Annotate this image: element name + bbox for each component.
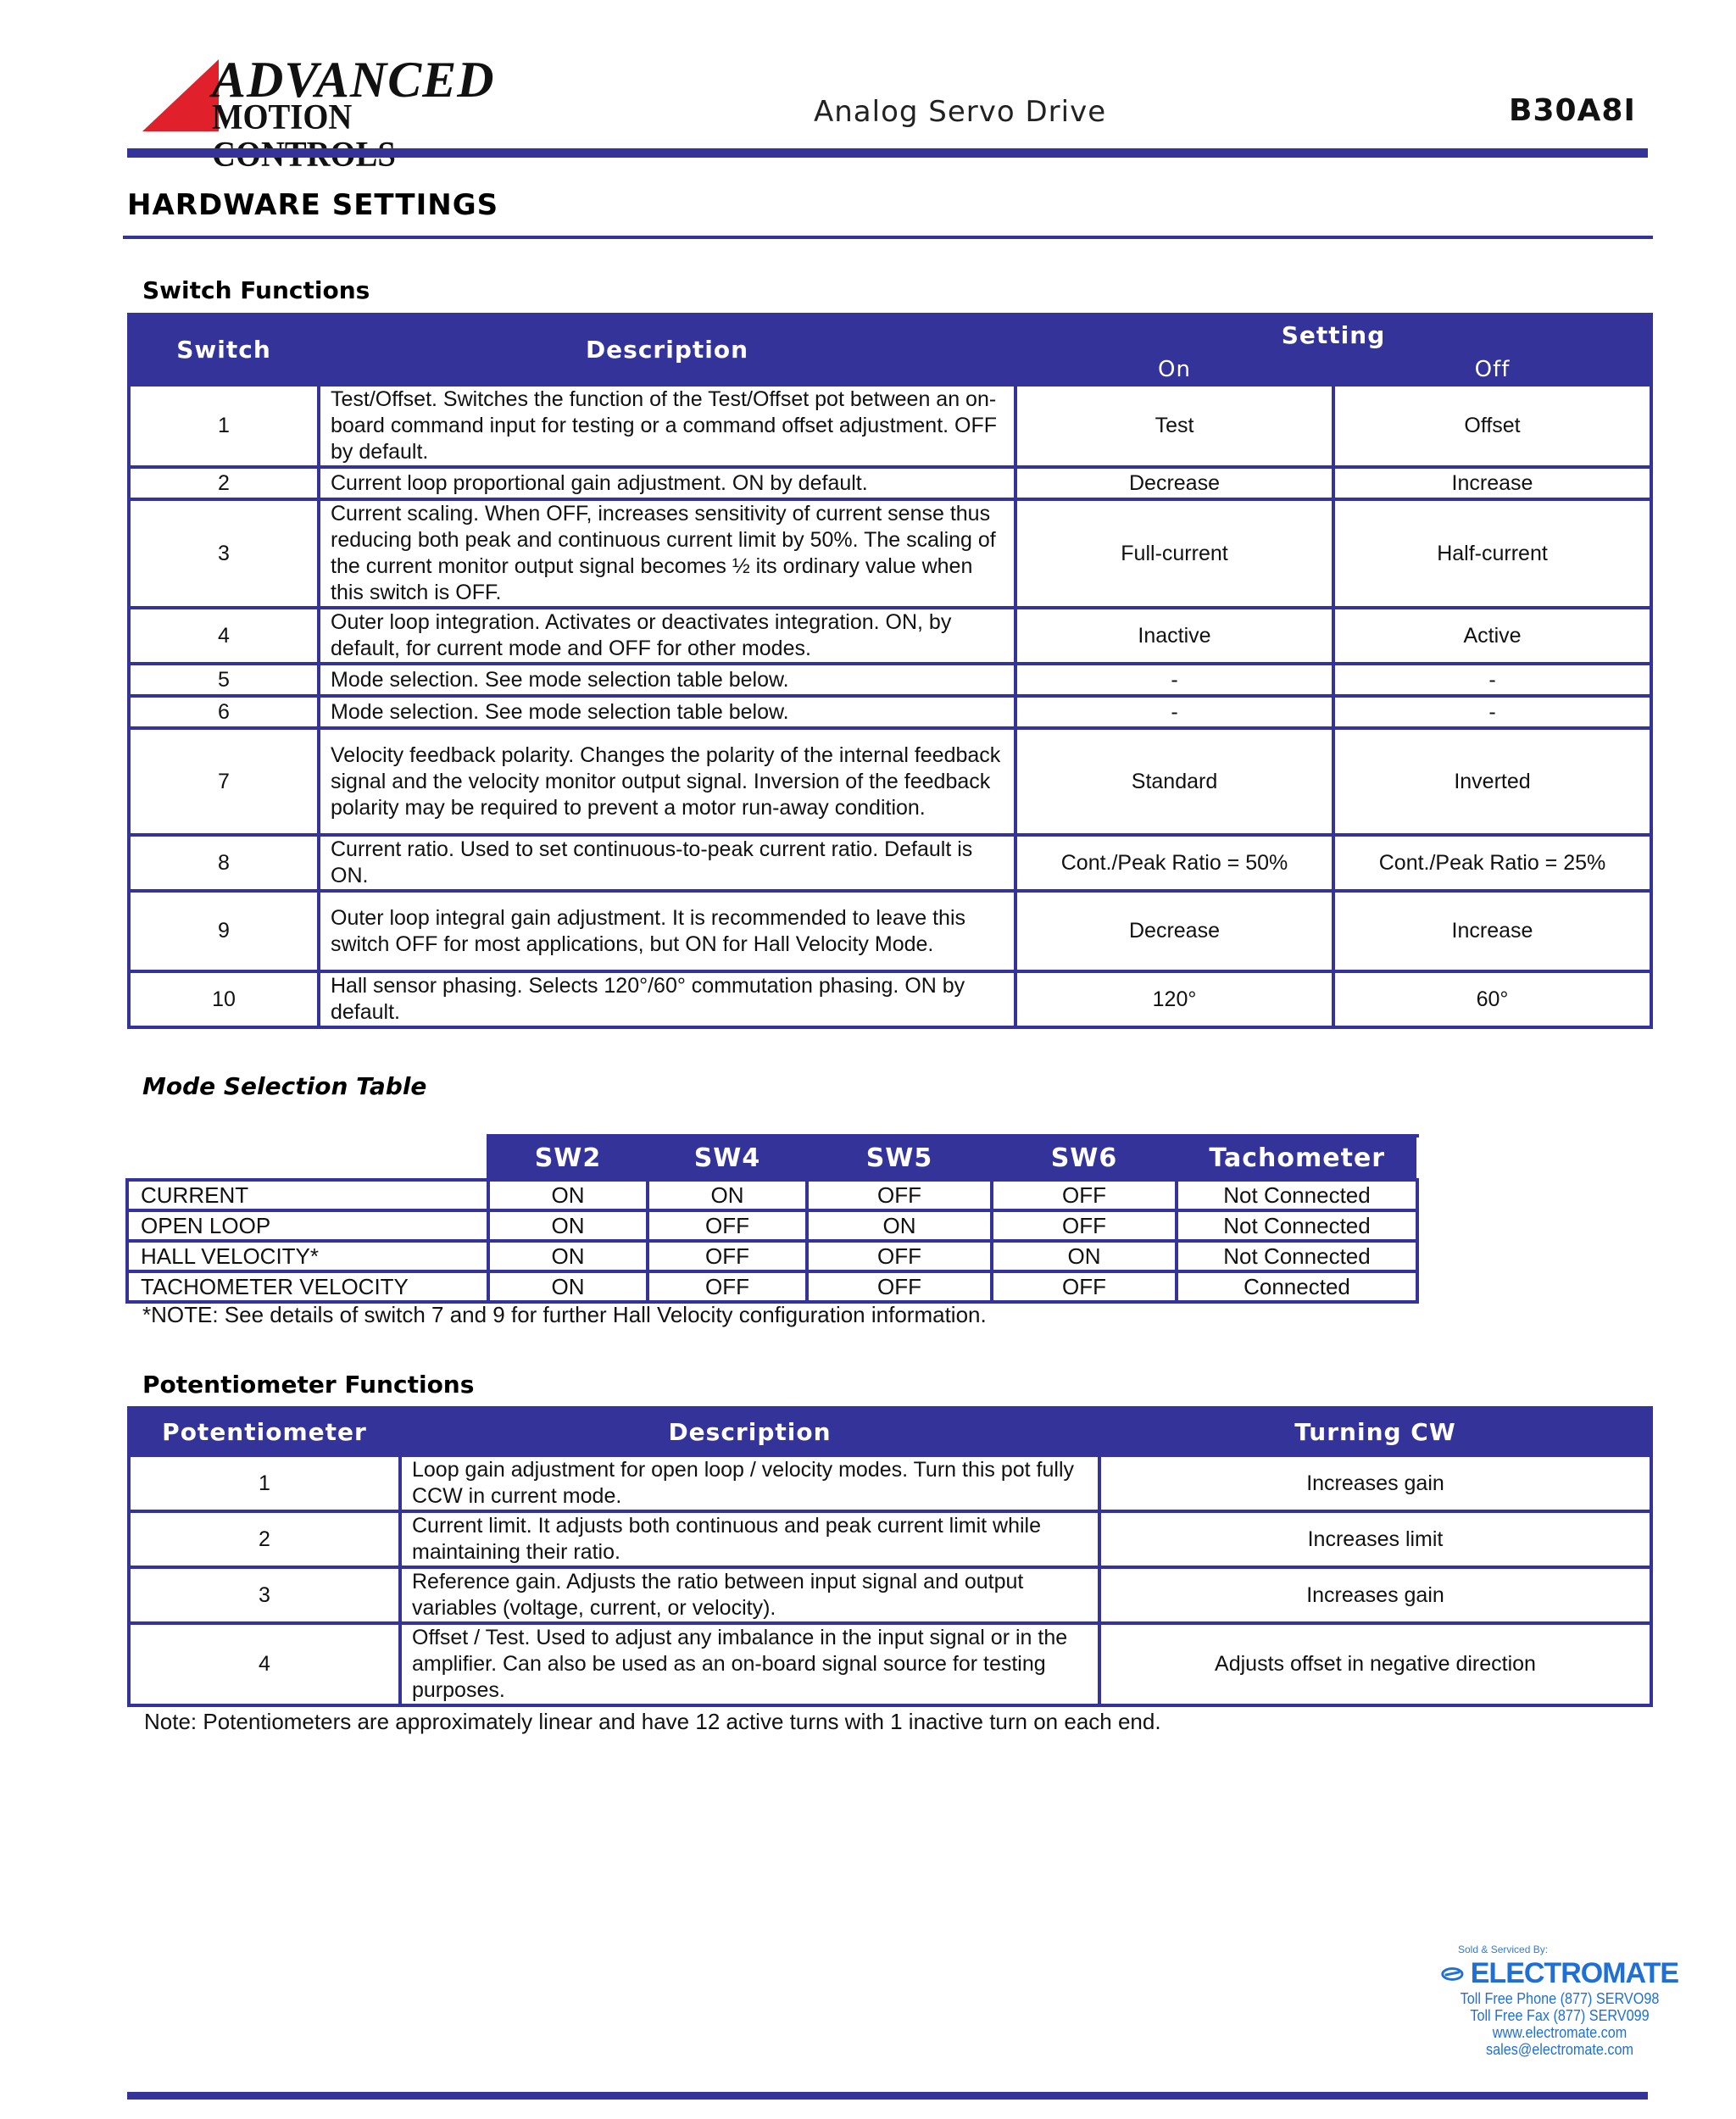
switch-description: Outer loop integral gain adjustment. It is recommended to leave this switch OFF for most applications, but ON for Hall Velocity Mode. [319,891,1015,971]
table-row [129,971,1651,1027]
switch-functions-table [127,313,1653,1029]
table-row [127,1271,1417,1302]
electromate-swoosh-icon [1441,1961,1464,1987]
setting-off: Inverted [1333,728,1651,835]
table-row [129,608,1651,664]
switch-number: 5 [129,664,319,696]
on-column-header: On [1015,355,1333,385]
mode-name: HALL VELOCITY* [127,1241,488,1271]
electromate-stamp [1441,1944,1678,2058]
document-title: Analog Servo Drive [814,95,1107,129]
potentiometer-description: Loop gain adjustment for open loop / velocity modes. Turn this pot fully CCW in current mode. [400,1455,1099,1511]
setting-off: Half-current [1333,499,1651,608]
setting-on: Standard [1015,728,1333,835]
sw5-value: OFF [807,1271,992,1302]
table-row [129,499,1651,608]
switch-description: Current scaling. When OFF, increases sensitivity of current sense thus reducing both peak and continuous current limit by 50%. The scaling of the current monitor output signal becomes ½ its ordinary value when this switch is OFF. [319,499,1015,608]
switch-description: Current ratio. Used to set continuous-to-peak current ratio. Default is ON. [319,835,1015,891]
description-column-header: Description [400,1408,1099,1455]
setting-on: Inactive [1015,608,1333,664]
switch-number: 8 [129,835,319,891]
turning-cw-effect: Increases gain [1099,1455,1651,1511]
setting-off: Increase [1333,467,1651,499]
setting-off: Increase [1333,891,1651,971]
setting-off: - [1333,696,1651,728]
table-row [129,728,1651,835]
email-link[interactable]: sales@electromate.com [1485,2041,1634,2058]
potentiometer-description: Current limit. It adjusts both continuous and peak current limit while maintaining their ratio. [400,1511,1099,1567]
sw2-value: ON [488,1271,648,1302]
title-divider [123,236,1653,239]
setting-on: - [1015,696,1333,728]
setting-on: Cont./Peak Ratio = 50% [1015,835,1333,891]
sold-by-label: Sold & Serviced By: [1458,1944,1549,1955]
potentiometer-number: 2 [129,1511,400,1567]
mode-selection-heading: Mode Selection Table [142,1072,427,1100]
electromate-brand [1441,1957,1678,1990]
potentiometer-number: 1 [129,1455,400,1511]
switch-description: Hall sensor phasing. Selects 120°/60° commutation phasing. ON by default. [319,971,1015,1027]
sw2-value: ON [488,1210,648,1241]
switch-number: 3 [129,499,319,608]
setting-on: Decrease [1015,467,1333,499]
sw6-value: OFF [992,1210,1177,1241]
setting-off: 60° [1333,971,1651,1027]
tachometer-column-header: Tachometer [1177,1136,1417,1180]
table-row [129,891,1651,971]
page-title: HARDWARE SETTINGS [127,188,499,222]
tachometer-value: Not Connected [1177,1180,1417,1210]
table-row [129,1455,1651,1511]
sw5-value: ON [807,1210,992,1241]
switch-number: 2 [129,467,319,499]
table-row [129,664,1651,696]
tachometer-value: Not Connected [1177,1241,1417,1271]
switch-description: Outer loop integration. Activates or deactivates integration. ON, by default, for current mode and OFF for other modes. [319,608,1015,664]
logo-triangle-icon [142,59,219,131]
footer-divider [127,2092,1648,2100]
setting-on: Test [1015,385,1333,467]
sw5-column-header: SW5 [807,1136,992,1180]
potentiometer-column-header: Potentiometer [129,1408,400,1455]
table-row [129,385,1651,467]
setting-column-header: Setting [1015,314,1651,355]
switch-description: Velocity feedback polarity. Changes the polarity of the internal feedback signal and the velocity monitor output signal. Inversion of the feedback polarity may be required to prevent a motor run-away condition. [319,728,1015,835]
tachometer-value: Not Connected [1177,1210,1417,1241]
setting-on: Full-current [1015,499,1333,608]
tachometer-value: Connected [1177,1271,1417,1302]
sw5-value: OFF [807,1180,992,1210]
table-row [127,1241,1417,1271]
table-row [129,1567,1651,1623]
switch-number: 4 [129,608,319,664]
turning-cw-effect: Adjusts offset in negative direction [1099,1623,1651,1705]
sw2-value: ON [488,1241,648,1271]
potentiometer-number: 4 [129,1623,400,1705]
sw4-value: OFF [648,1241,807,1271]
sw6-column-header: SW6 [992,1136,1177,1180]
switch-number: 7 [129,728,319,835]
logo-text-line1: ADVANCED [212,52,495,108]
mode-selection-table [125,1134,1419,1304]
mode-selection-note: *NOTE: See details of switch 7 and 9 for further Hall Velocity configuration information. [142,1302,987,1327]
switch-description: Current loop proportional gain adjustment. ON by default. [319,467,1015,499]
sw6-value: OFF [992,1271,1177,1302]
switch-number: 9 [129,891,319,971]
switch-number: 1 [129,385,319,467]
setting-off: Active [1333,608,1651,664]
website-link[interactable]: www.electromate.com [1492,2024,1628,2041]
switch-column-header: Switch [129,314,319,385]
electromate-name: ELECTROMATE [1470,1957,1678,1989]
potentiometer-functions-table [127,1406,1653,1707]
switch-description: Mode selection. See mode selection table below. [319,696,1015,728]
turning-cw-column-header: Turning CW [1099,1408,1651,1455]
switch-description: Test/Offset. Switches the function of the Test/Offset pot between an on-board command input for testing or a command offset adjustment. OFF by default. [319,385,1015,467]
description-column-header: Description [319,314,1015,385]
header-divider [127,148,1648,158]
setting-on: - [1015,664,1333,696]
table-row [129,467,1651,499]
setting-off: - [1333,664,1651,696]
toll-free-phone: Toll Free Phone (877) SERVO98 [1460,1990,1660,2007]
sw2-column-header: SW2 [488,1136,648,1180]
setting-off: Offset [1333,385,1651,467]
setting-off: Cont./Peak Ratio = 25% [1333,835,1651,891]
sw4-value: ON [648,1180,807,1210]
setting-on: Decrease [1015,891,1333,971]
switch-description: Mode selection. See mode selection table below. [319,664,1015,696]
company-logo [142,52,541,137]
mode-name: OPEN LOOP [127,1210,488,1241]
setting-on: 120° [1015,971,1333,1027]
mode-name: TACHOMETER VELOCITY [127,1271,488,1302]
logo-text-line2: MOTION [212,98,353,137]
potentiometer-number: 3 [129,1567,400,1623]
table-row [127,1180,1417,1210]
potentiometer-functions-heading: Potentiometer Functions [142,1371,475,1399]
off-column-header: Off [1333,355,1651,385]
turning-cw-effect: Increases gain [1099,1567,1651,1623]
potentiometer-note: Note: Potentiometers are approximately linear and have 12 active turns with 1 inactive turn on each end. [144,1709,1161,1734]
sw5-value: OFF [807,1241,992,1271]
model-number: B30A8I [1509,93,1636,128]
table-row [129,1511,1651,1567]
sw4-value: OFF [648,1210,807,1241]
potentiometer-description: Offset / Test. Used to adjust any imbalance in the input signal or in the amplifier. Can also be used as an on-board signal source for testing purposes. [400,1623,1099,1705]
table-row [129,696,1651,728]
potentiometer-description: Reference gain. Adjusts the ratio between input signal and output variables (voltage, current, or velocity). [400,1567,1099,1623]
mode-corner-cell [127,1136,488,1180]
sw4-column-header: SW4 [648,1136,807,1180]
switch-number: 6 [129,696,319,728]
mode-name: CURRENT [127,1180,488,1210]
sw6-value: ON [992,1241,1177,1271]
table-row [129,1623,1651,1705]
switch-number: 10 [129,971,319,1027]
toll-free-fax: Toll Free Fax (877) SERV099 [1470,2007,1650,2024]
table-row [129,835,1651,891]
switch-functions-heading: Switch Functions [142,276,370,304]
sw2-value: ON [488,1180,648,1210]
turning-cw-effect: Increases limit [1099,1511,1651,1567]
sw6-value: OFF [992,1180,1177,1210]
table-row [127,1210,1417,1241]
sw4-value: OFF [648,1271,807,1302]
